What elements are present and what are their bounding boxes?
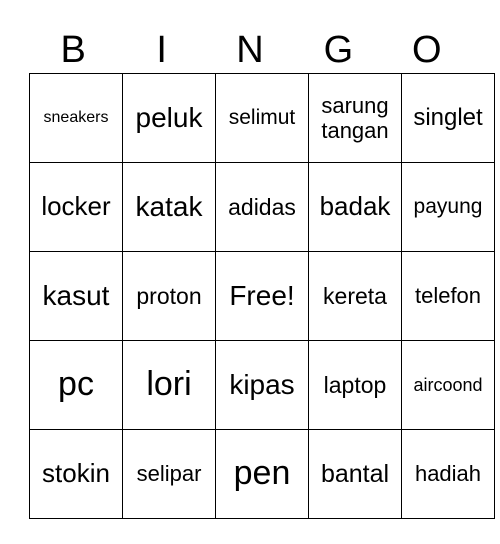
board-row — [30, 252, 495, 341]
bingo-cell[interactable]: hadiah — [402, 430, 495, 519]
header-letter-b: B — [60, 29, 86, 71]
bingo-cell[interactable]: bantal — [309, 430, 402, 519]
bingo-cell[interactable]: payung — [402, 163, 495, 252]
bingo-board — [29, 73, 495, 519]
bingo-cell[interactable]: lori — [123, 341, 216, 430]
header-letter-o: O — [412, 29, 442, 71]
bingo-cell[interactable]: locker — [30, 163, 123, 252]
bingo-cell[interactable]: stokin — [30, 430, 123, 519]
bingo-cell[interactable]: selipar — [123, 430, 216, 519]
bingo-cell[interactable]: laptop — [309, 341, 402, 430]
bingo-cell[interactable]: aircoond — [402, 341, 495, 430]
bingo-cell[interactable]: sarung tangan — [309, 74, 402, 163]
bingo-header — [29, 26, 471, 74]
header-letter-g: G — [323, 29, 354, 71]
bingo-cell[interactable]: kereta — [309, 252, 402, 341]
header-letter-i: I — [156, 29, 167, 71]
free-space-cell[interactable]: Free! — [216, 252, 309, 341]
bingo-cell[interactable]: pc — [30, 341, 123, 430]
board-row — [30, 163, 495, 252]
bingo-cell[interactable]: adidas — [216, 163, 309, 252]
bingo-cell[interactable]: kasut — [30, 252, 123, 341]
bingo-cell[interactable]: badak — [309, 163, 402, 252]
bingo-cell[interactable]: singlet — [402, 74, 495, 163]
bingo-cell[interactable]: sneakers — [30, 74, 123, 163]
bingo-cell[interactable]: peluk — [123, 74, 216, 163]
bingo-cell[interactable]: pen — [216, 430, 309, 519]
board-row — [30, 341, 495, 430]
bingo-cell[interactable]: selimut — [216, 74, 309, 163]
bingo-cell[interactable]: kipas — [216, 341, 309, 430]
board-row — [30, 74, 495, 163]
bingo-cell[interactable]: proton — [123, 252, 216, 341]
header-letter-n: N — [236, 29, 264, 71]
bingo-cell[interactable]: telefon — [402, 252, 495, 341]
board-row — [30, 430, 495, 519]
bingo-cell[interactable]: katak — [123, 163, 216, 252]
